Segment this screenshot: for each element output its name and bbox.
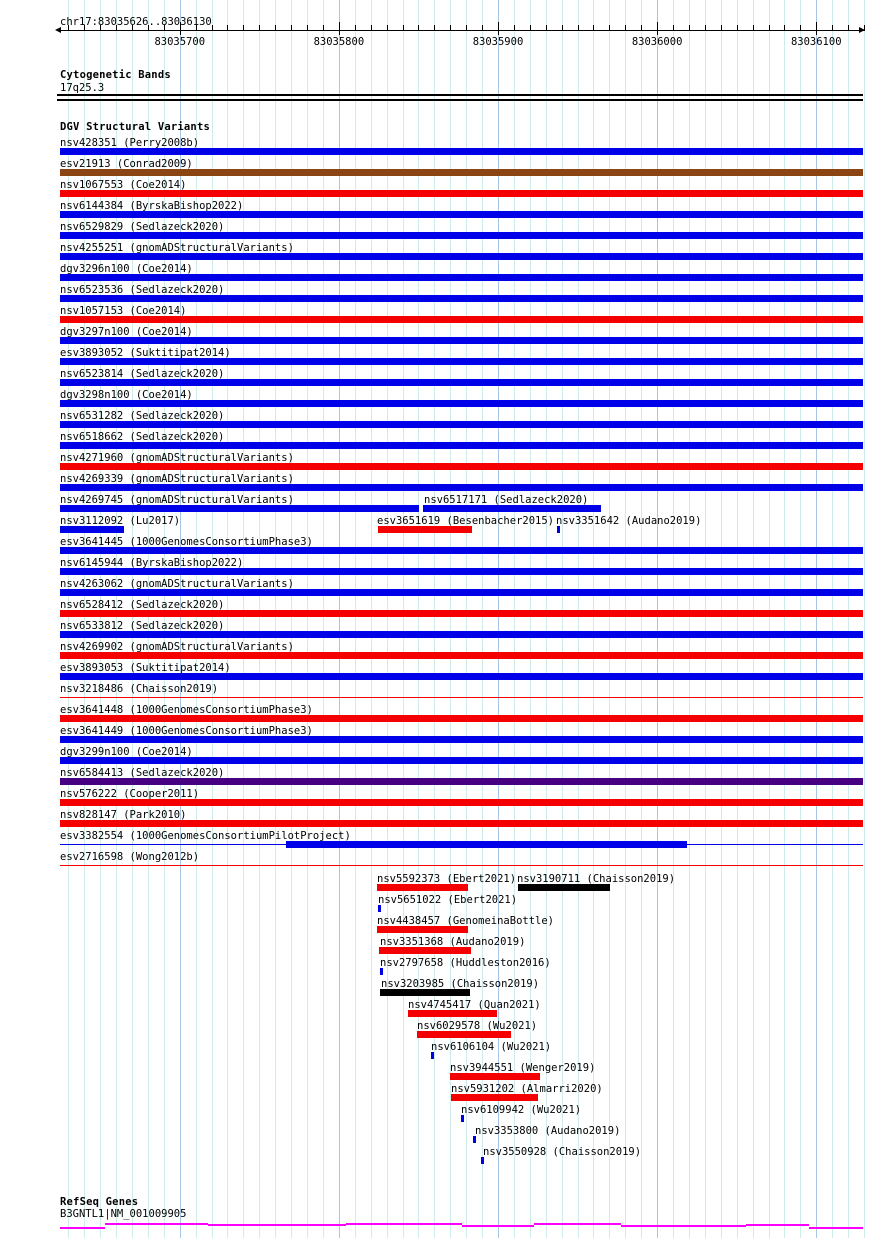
grid-minor-line	[243, 0, 244, 1238]
variant-label[interactable]: nsv6528412 (Sedlazeck2020)	[60, 599, 225, 611]
ruler-tick-label: 83035800	[313, 36, 365, 48]
grid-minor-line	[291, 0, 292, 1238]
ruler-minor-tick	[641, 25, 642, 31]
variant-bar[interactable]	[60, 589, 863, 596]
variant-label[interactable]: nsv3112092 (Lu2017)	[60, 515, 181, 527]
variant-label[interactable]: nsv6523536 (Sedlazeck2020)	[60, 284, 225, 296]
variant-bar[interactable]	[423, 505, 601, 512]
variant-bar[interactable]	[60, 652, 863, 659]
variant-label[interactable]: nsv3944551 (Wenger2019)	[450, 1062, 596, 1074]
grid-minor-line	[212, 0, 213, 1238]
ruler-minor-tick	[403, 25, 404, 31]
grid-minor-line	[227, 0, 228, 1238]
variant-label[interactable]: nsv6518662 (Sedlazeck2020)	[60, 431, 225, 443]
variant-bar[interactable]	[60, 232, 863, 239]
dgv-structural-variants-title: DGV Structural Variants	[60, 121, 210, 133]
variant-label[interactable]: nsv4255251 (gnomADStructuralVariants)	[60, 242, 294, 254]
variant-label[interactable]: nsv6529829 (Sedlazeck2020)	[60, 221, 225, 233]
refseq-gene-label[interactable]: B3GNTL1|NM_001009905	[60, 1208, 187, 1220]
ruler-minor-tick	[864, 25, 865, 31]
variant-label[interactable]: nsv4269902 (gnomADStructuralVariants)	[60, 641, 294, 653]
grid-minor-line	[784, 0, 785, 1238]
ruler-tick-label: 83035700	[154, 36, 206, 48]
ruler-minor-tick	[705, 25, 706, 31]
variant-line[interactable]	[60, 865, 863, 866]
grid-minor-line	[418, 0, 419, 1238]
variant-label[interactable]: nsv5931202 (Almarri2020)	[451, 1083, 603, 1095]
variant-bar[interactable]	[60, 757, 863, 764]
ruler-minor-tick	[753, 25, 754, 31]
ruler-minor-tick	[418, 25, 419, 31]
grid-minor-line	[259, 0, 260, 1238]
grid-minor-line	[769, 0, 770, 1238]
ruler-minor-tick	[625, 25, 626, 31]
ruler-major-tick	[339, 22, 340, 35]
grid-minor-line	[403, 0, 404, 1238]
variant-bar[interactable]	[60, 778, 863, 785]
cytoband-label: 17q25.3	[60, 82, 105, 94]
grid-minor-line	[355, 0, 356, 1238]
ruler-minor-tick	[243, 25, 244, 31]
variant-bar[interactable]	[60, 715, 863, 722]
grid-minor-line	[593, 0, 594, 1238]
cytoband-bottom-edge[interactable]	[57, 99, 863, 101]
variant-label[interactable]: nsv6517171 (Sedlazeck2020)	[424, 494, 589, 506]
variant-label[interactable]: nsv3550928 (Chaisson2019)	[483, 1146, 642, 1158]
variant-tick[interactable]	[378, 905, 381, 912]
gene-line-segment[interactable]	[462, 1225, 534, 1227]
grid-minor-line	[323, 0, 324, 1238]
ruler-minor-tick	[355, 25, 356, 31]
gene-line-segment[interactable]	[346, 1223, 462, 1225]
variant-label[interactable]: nsv1067553 (Coe2014)	[60, 179, 187, 191]
variant-bar[interactable]	[286, 841, 687, 848]
variant-bar[interactable]	[60, 484, 863, 491]
ruler-tick-label: 83036000	[631, 36, 683, 48]
grid-minor-line	[275, 0, 276, 1238]
variant-label[interactable]: dgv3298n100 (Coe2014)	[60, 389, 193, 401]
variant-label[interactable]: nsv5651022 (Ebert2021)	[378, 894, 518, 906]
ruler-major-tick	[816, 22, 817, 35]
variant-label[interactable]: dgv3296n100 (Coe2014)	[60, 263, 193, 275]
variant-label[interactable]: nsv5592373 (Ebert2021)	[377, 873, 517, 885]
variant-bar[interactable]	[60, 799, 863, 806]
grid-minor-line	[562, 0, 563, 1238]
variant-label[interactable]: nsv428351 (Perry2008b)	[60, 137, 200, 149]
grid-minor-line	[832, 0, 833, 1238]
variant-bar[interactable]	[60, 169, 863, 176]
variant-label[interactable]: nsv6145944 (ByrskaBishop2022)	[60, 557, 244, 569]
ruler-minor-tick	[227, 25, 228, 31]
variant-label[interactable]: nsv3218486 (Chaisson2019)	[60, 683, 219, 695]
variant-label[interactable]: nsv3203985 (Chaisson2019)	[381, 978, 540, 990]
variant-label[interactable]: esv3893053 (Suktitipat2014)	[60, 662, 231, 674]
ruler-tick-label: 83036100	[790, 36, 842, 48]
ruler-minor-tick	[259, 25, 260, 31]
variant-bar[interactable]	[377, 926, 468, 933]
variant-label[interactable]: dgv3299n100 (Coe2014)	[60, 746, 193, 758]
variant-bar[interactable]	[60, 526, 124, 533]
grid-minor-line	[609, 0, 610, 1238]
ruler-minor-tick	[434, 25, 435, 31]
grid-minor-line	[673, 0, 674, 1238]
variant-bar[interactable]	[518, 884, 610, 891]
ruler-minor-tick	[593, 25, 594, 31]
variant-label[interactable]: esv21913 (Conrad2009)	[60, 158, 193, 170]
ruler-minor-tick	[578, 25, 579, 31]
ruler-minor-tick	[291, 25, 292, 31]
grid-minor-line	[641, 0, 642, 1238]
variant-label[interactable]: nsv6523814 (Sedlazeck2020)	[60, 368, 225, 380]
variant-bar[interactable]	[417, 1031, 511, 1038]
grid-minor-line	[753, 0, 754, 1238]
gene-line-segment[interactable]	[746, 1224, 809, 1226]
variant-tick[interactable]	[461, 1115, 464, 1122]
grid-minor-line	[848, 0, 849, 1238]
gene-line-segment[interactable]	[534, 1223, 621, 1225]
variant-bar[interactable]	[60, 736, 863, 743]
ruler-minor-tick	[323, 25, 324, 31]
ruler-minor-tick	[530, 25, 531, 31]
variant-label[interactable]: nsv4271960 (gnomADStructuralVariants)	[60, 452, 294, 464]
variant-tick[interactable]	[473, 1136, 476, 1143]
variant-label[interactable]: nsv1057153 (Coe2014)	[60, 305, 187, 317]
variant-label[interactable]: nsv6584413 (Sedlazeck2020)	[60, 767, 225, 779]
gene-line-segment[interactable]	[621, 1225, 746, 1227]
ruler-minor-tick	[307, 25, 308, 31]
grid-minor-line	[864, 0, 865, 1238]
ruler-minor-tick	[673, 25, 674, 31]
variant-label[interactable]: nsv4438457 (GenomeinaBottle)	[377, 915, 555, 927]
variant-tick[interactable]	[557, 526, 560, 533]
variant-bar[interactable]	[60, 316, 863, 323]
variant-line[interactable]	[60, 697, 863, 698]
ruler-minor-tick	[769, 25, 770, 31]
gene-line-segment[interactable]	[60, 1227, 105, 1229]
variant-bar[interactable]	[60, 379, 863, 386]
variant-bar[interactable]	[60, 274, 863, 281]
ruler-minor-tick	[450, 25, 451, 31]
variant-label[interactable]: nsv6144384 (ByrskaBishop2022)	[60, 200, 244, 212]
ruler-minor-tick	[832, 25, 833, 31]
variant-label[interactable]: esv3641449 (1000GenomesConsortiumPhase3)	[60, 725, 313, 737]
variant-bar[interactable]	[408, 1010, 497, 1017]
gene-line-segment[interactable]	[105, 1223, 208, 1225]
ruler-minor-tick	[212, 25, 213, 31]
ruler-major-tick	[498, 22, 499, 35]
variant-bar[interactable]	[60, 547, 863, 554]
variant-bar[interactable]	[60, 358, 863, 365]
variant-bar[interactable]	[60, 190, 863, 197]
variant-label[interactable]: nsv6531282 (Sedlazeck2020)	[60, 410, 225, 422]
variant-label[interactable]: nsv4745417 (Quan2021)	[408, 999, 541, 1011]
gene-line-segment[interactable]	[809, 1227, 863, 1229]
variant-tick[interactable]	[481, 1157, 484, 1164]
variant-tick[interactable]	[380, 968, 383, 975]
variant-bar[interactable]	[60, 148, 863, 155]
variant-bar[interactable]	[380, 989, 470, 996]
variant-label[interactable]: esv3641448 (1000GenomesConsortiumPhase3)	[60, 704, 313, 716]
variant-bar[interactable]	[60, 400, 863, 407]
gene-line-segment[interactable]	[208, 1224, 346, 1226]
variant-bar[interactable]	[60, 442, 863, 449]
cytoband-top-edge[interactable]	[57, 94, 863, 96]
ruler-minor-tick	[800, 25, 801, 31]
variant-label[interactable]: nsv3190711 (Chaisson2019)	[517, 873, 676, 885]
ruler-minor-tick	[848, 25, 849, 31]
variant-bar[interactable]	[60, 631, 863, 638]
variant-label[interactable]: esv3651619 (Besenbacher2015)	[377, 515, 555, 527]
variant-label[interactable]: esv3893052 (Suktitipat2014)	[60, 347, 231, 359]
variant-tick[interactable]	[431, 1052, 434, 1059]
variant-label[interactable]: nsv4263062 (gnomADStructuralVariants)	[60, 578, 294, 590]
variant-label[interactable]: esv2716598 (Wong2012b)	[60, 851, 200, 863]
variant-bar[interactable]	[60, 820, 863, 827]
variant-bar[interactable]	[60, 610, 863, 617]
grid-minor-line	[737, 0, 738, 1238]
ruler-minor-tick	[546, 25, 547, 31]
ruler-minor-tick	[387, 25, 388, 31]
variant-label[interactable]: esv3382554 (1000GenomesConsortiumPilotProject)	[60, 830, 351, 842]
grid-minor-line	[705, 0, 706, 1238]
variant-label[interactable]: nsv3351368 (Audano2019)	[380, 936, 526, 948]
variant-label[interactable]: nsv4269745 (gnomADStructuralVariants)	[60, 494, 294, 506]
variant-label[interactable]: nsv3351642 (Audano2019)	[556, 515, 702, 527]
variant-bar[interactable]	[60, 673, 863, 680]
variant-bar[interactable]	[377, 884, 468, 891]
grid-minor-line	[689, 0, 690, 1238]
ruler-tick-label: 83035900	[472, 36, 524, 48]
variant-label[interactable]: esv3641445 (1000GenomesConsortiumPhase3)	[60, 536, 313, 548]
variant-label[interactable]: nsv576222 (Cooper2011)	[60, 788, 200, 800]
grid-minor-line	[721, 0, 722, 1238]
variant-label[interactable]: nsv3353800 (Audano2019)	[475, 1125, 621, 1137]
variant-bar[interactable]	[60, 337, 863, 344]
variant-bar[interactable]	[60, 568, 863, 575]
grid-minor-line	[387, 0, 388, 1238]
region-label: chr17:83035626..83036130	[60, 16, 212, 28]
variant-bar[interactable]	[379, 947, 471, 954]
ruler-minor-tick	[689, 25, 690, 31]
variant-bar[interactable]	[60, 505, 419, 512]
ruler-minor-tick	[737, 25, 738, 31]
variant-label[interactable]: nsv6106104 (Wu2021)	[431, 1041, 552, 1053]
grid-minor-line	[625, 0, 626, 1238]
variant-bar[interactable]	[60, 211, 863, 218]
variant-bar[interactable]	[60, 421, 863, 428]
variant-bar[interactable]	[60, 463, 863, 470]
variant-bar[interactable]	[378, 526, 472, 533]
ruler-minor-tick	[562, 25, 563, 31]
ruler-minor-tick	[466, 25, 467, 31]
refseq-genes-title: RefSeq Genes	[60, 1196, 139, 1208]
ruler-minor-tick	[721, 25, 722, 31]
grid-major-line	[816, 0, 817, 1238]
ruler-minor-tick	[609, 25, 610, 31]
grid-minor-line	[196, 0, 197, 1238]
ruler-minor-tick	[784, 25, 785, 31]
ruler-minor-tick	[275, 25, 276, 31]
variant-label[interactable]: dgv3297n100 (Coe2014)	[60, 326, 193, 338]
ruler-major-tick	[657, 22, 658, 35]
variant-label[interactable]: nsv6109942 (Wu2021)	[461, 1104, 582, 1116]
ruler-minor-tick	[482, 25, 483, 31]
variant-bar[interactable]	[451, 1094, 538, 1101]
grid-major-line	[657, 0, 658, 1238]
grid-minor-line	[800, 0, 801, 1238]
variant-label[interactable]: nsv2797658 (Huddleston2016)	[380, 957, 551, 969]
variant-label[interactable]: nsv828147 (Park2010)	[60, 809, 187, 821]
ruler-minor-tick	[371, 25, 372, 31]
variant-label[interactable]: nsv6029578 (Wu2021)	[417, 1020, 538, 1032]
variant-label[interactable]: nsv4269339 (gnomADStructuralVariants)	[60, 473, 294, 485]
variant-bar[interactable]	[60, 253, 863, 260]
grid-major-line	[339, 0, 340, 1238]
grid-minor-line	[371, 0, 372, 1238]
cytogenetic-bands-title: Cytogenetic Bands	[60, 69, 171, 81]
variant-label[interactable]: nsv6533812 (Sedlazeck2020)	[60, 620, 225, 632]
ruler-minor-tick	[514, 25, 515, 31]
variant-bar[interactable]	[60, 295, 863, 302]
grid-minor-line	[307, 0, 308, 1238]
variant-bar[interactable]	[450, 1073, 540, 1080]
grid-minor-line	[578, 0, 579, 1238]
